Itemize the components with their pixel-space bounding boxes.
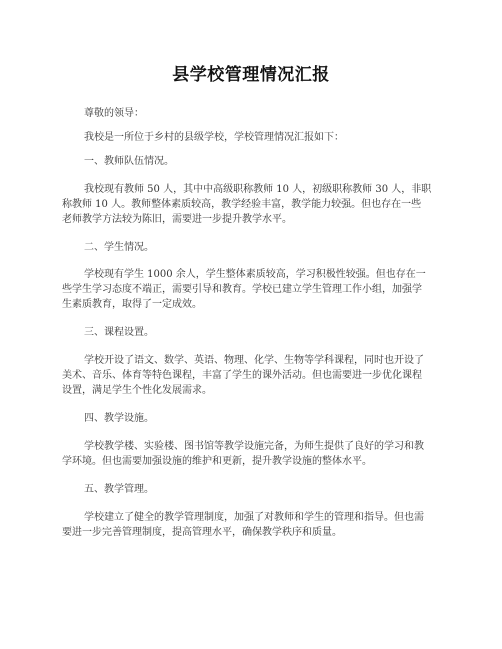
paragraph-line: 生素质教育，取得了一定成效。 (62, 299, 202, 310)
salutation: 尊敬的领导： (84, 108, 144, 119)
paragraph-line: 学校教学楼、实验楼、图书馆等教学设施完备，为师生提供了良好的学习和教 (84, 441, 424, 452)
section-heading-teachers: 一、教师队伍情况。 (84, 156, 174, 167)
paragraph-line: 设置，满足学生个性化发展需求。 (62, 385, 212, 396)
paragraph-line: 学校现有学生 1000 余人，学生整体素质较高，学习积极性较强。但也存在一 (84, 269, 426, 280)
paragraph-line: 要进一步完善管理制度，提高管理水平，确保教学秩序和质量。 (62, 527, 342, 538)
paragraph-line: 美术、音乐、体育等特色课程，丰富了学生的课外活动。但也需要进一步优化课程 (62, 370, 422, 381)
section-heading-facilities: 四、教学设施。 (84, 413, 154, 424)
paragraph-line: 老师教学方法较为陈旧，需要进一步提升教学水平。 (62, 214, 292, 225)
paragraph-line: 我校现有教师 50 人，其中中高级职称教师 10 人，初级职称教师 30 人，非职 (84, 184, 432, 195)
paragraph-line: 称教师 10 人。教师整体素质较高，教学经验丰富，教学能力较强。但也存在一些 (62, 199, 422, 210)
intro-paragraph: 我校是一所位于乡村的县级学校，学校管理情况汇报如下： (84, 132, 344, 143)
paragraph-line: 学校建立了健全的教学管理制度，加强了对教师和学生的管理和指导。但也需 (84, 512, 424, 523)
section-heading-management: 五、教学管理。 (84, 484, 154, 495)
document-title: 县学校管理情况汇报 (172, 65, 330, 85)
paragraph-line: 学校开设了语文、数学、英语、物理、化学、生物等学科课程，同时也开设了 (84, 355, 424, 366)
section-heading-students: 二、学生情况。 (84, 242, 154, 253)
section-heading-curriculum: 三、课程设置。 (84, 327, 154, 338)
paragraph-line: 些学生学习态度不端正，需要引导和教育。学校已建立学生管理工作小组，加强学 (62, 284, 422, 295)
paragraph-line: 学环境。但也需要加强设施的维护和更新，提升教学设施的整体水平。 (62, 456, 372, 467)
